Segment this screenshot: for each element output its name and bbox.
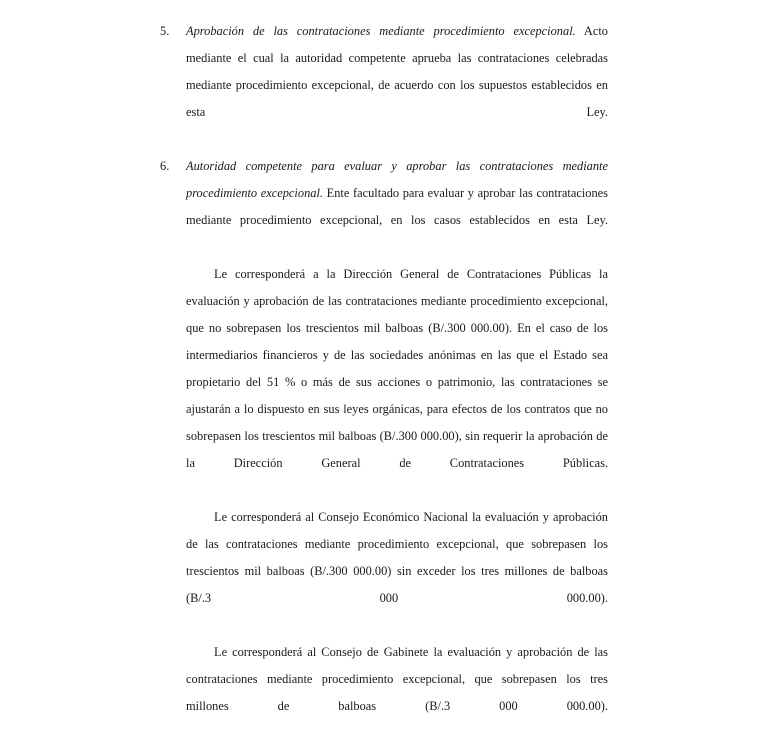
body-paragraph: Le corresponderá a la Dirección General de Contrataciones Públicas la evaluación y aprobación de las contrataciones mediante procedimiento excepcional, que no sobrepasen los trescientos mil balboas (B/.300 000.00). En el caso de los intermediarios financieros y de las sociedades anónimas en las que el Estado sea propietario del 51 % o más de sus acciones o patrimonio, las contrataciones se ajustarán a lo dispuesto en sus leyes orgánicas, para efectos de los contratos que no sobrepasen los trescientos mil balboas (B/.300 000.00), sin requerir la aprobación de la Dirección General de Contrataciones Públicas. <box>186 267 608 470</box>
defined-term: Autoridad competente para evaluar y aprobar las contrataciones mediante procedimiento excepcional. <box>186 159 608 200</box>
body-paragraph: Le corresponderá al Consejo de Gabinete la evaluación y aprobación de las contrataciones mediante procedimiento excepcional, que sobrepasen los tres millones de balboas (B/.3 000 000.00). <box>186 645 608 713</box>
defined-term: Aprobación de las contrataciones mediante procedimiento excepcional. <box>186 24 576 38</box>
definition-text: Acto mediante el cual la autoridad competente aprueba las contrataciones celebradas mediante procedimiento excepcional, de acuerdo con los supuestos establecidos en esta Ley. <box>186 24 608 119</box>
numbered-list-item <box>160 153 608 261</box>
list-item-marker: 6. <box>160 159 170 173</box>
list-item-marker: 5. <box>160 24 170 38</box>
list-item-text <box>186 153 608 261</box>
document-text-block <box>160 18 608 747</box>
body-paragraph: Le corresponderá al Consejo Económico Nacional la evaluación y aprobación de las contrataciones mediante procedimiento excepcional, que sobrepasen los trescientos mil balboas (B/.300 000.00) sin exceder los tres millones de balboas (B/.3 000 000.00). <box>186 510 608 605</box>
definition-text: Ente facultado para evaluar y aprobar las contrataciones mediante procedimiento excepcional, en los casos establecidos en esta Ley. <box>186 186 608 227</box>
numbered-list-item <box>160 18 608 153</box>
list-item-text <box>186 18 608 153</box>
